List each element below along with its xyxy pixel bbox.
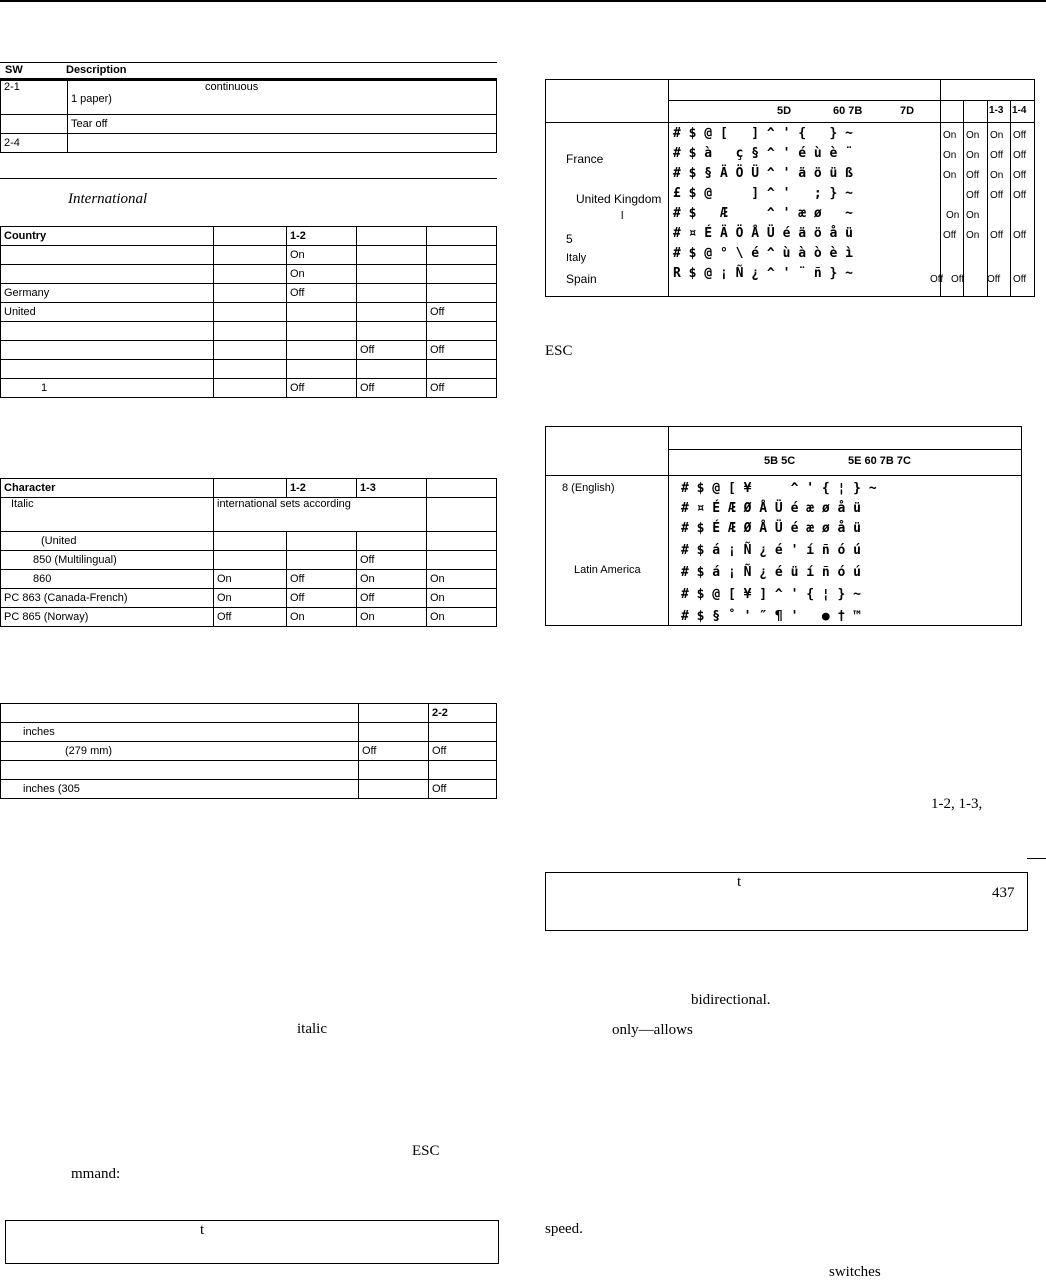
- intl-char-row: # $ @ ° \ é ^ ù à ò è ì: [673, 246, 854, 261]
- country-cell: Off: [427, 303, 497, 322]
- intl-switch-1-3: 1-3: [989, 105, 1004, 116]
- intl-country-italy: Italy: [566, 252, 587, 264]
- sw-table-body: [0, 80, 497, 153]
- sw-header: SW: [5, 64, 23, 76]
- country-col-header: [427, 227, 497, 246]
- page-cell: [359, 780, 429, 799]
- char-col-header: [214, 479, 287, 498]
- page-cell: Off: [359, 742, 429, 761]
- cs-code-5e-7c: 5E 60 7B 7C: [848, 455, 911, 467]
- country-cell: Off: [287, 284, 357, 303]
- page-length-table: [0, 703, 497, 799]
- country-cell: [1, 265, 214, 284]
- table-row: [1, 341, 497, 360]
- cs-label-latin-america: Latin America: [574, 564, 641, 576]
- italic-word: italic: [297, 1021, 327, 1037]
- international-heading: International: [68, 191, 148, 207]
- page-cell: Off: [429, 742, 497, 761]
- country-cell: [214, 379, 287, 398]
- country-cell: 1: [1, 379, 214, 398]
- table-row: [1, 246, 497, 265]
- country-col-header: 1-2: [287, 227, 357, 246]
- sw-cell: On: [966, 230, 980, 241]
- country-cell: [357, 265, 427, 284]
- char-cell: (United: [1, 532, 214, 551]
- country-cell: Off: [357, 341, 427, 360]
- country-cell: [357, 303, 427, 322]
- country-cell: [214, 284, 287, 303]
- page-col-header: [359, 704, 429, 723]
- sw-desc: [68, 134, 497, 153]
- table-row: [1, 589, 497, 608]
- country-cell: [357, 360, 427, 379]
- country-cell: [357, 322, 427, 341]
- code-box-left: [5, 1220, 499, 1264]
- country-cell: [357, 284, 427, 303]
- table-row: [1, 379, 497, 398]
- table-row: [1, 303, 497, 322]
- sw-cell: Off: [987, 274, 1001, 285]
- char-cell: [427, 551, 497, 570]
- country-cell: [287, 303, 357, 322]
- char-cell: PC 865 (Norway): [1, 608, 214, 627]
- table-row: [1, 360, 497, 379]
- country-cell: Off: [287, 379, 357, 398]
- country-cell: [1, 246, 214, 265]
- sw-desc-tear-off: Tear off: [68, 115, 497, 134]
- sw-cell: Off: [1013, 274, 1027, 285]
- intl-char-row: # $ Æ ^ ' æ ø ~: [673, 206, 854, 221]
- country-cell: On: [287, 265, 357, 284]
- char-cell: [357, 532, 427, 551]
- esc-label: ESC: [545, 343, 573, 359]
- char-cell: [287, 551, 357, 570]
- character-table: [0, 478, 497, 627]
- country-cell: [287, 360, 357, 379]
- char-cell: On: [214, 570, 287, 589]
- code-box-left-t: t: [200, 1222, 205, 1238]
- table-row: [1, 723, 497, 742]
- page-top-rule: [0, 0, 1046, 2]
- char-col-header: [427, 479, 497, 498]
- country-cell: [287, 322, 357, 341]
- country-cell: Off: [357, 379, 427, 398]
- char-cell: 850 (Multilingual): [1, 551, 214, 570]
- sw-cell: On: [943, 150, 957, 161]
- country-col-header: [357, 227, 427, 246]
- sw-cell: Off: [966, 190, 980, 201]
- char-cell: Italic: [1, 498, 214, 532]
- intl-code-60-7b: 60 7B: [833, 105, 863, 117]
- description-header: Description: [66, 64, 127, 76]
- country-cell: [427, 322, 497, 341]
- country-cell: [427, 265, 497, 284]
- table-row: [1, 532, 497, 551]
- intl-switch-1-4: 1-4: [1012, 105, 1027, 116]
- char-cell: [287, 532, 357, 551]
- cs-char-row: # $ É Æ Ø Å Ü é æ ø å ü: [681, 521, 862, 536]
- page-cell: [359, 761, 429, 780]
- char-cell: Off: [287, 570, 357, 589]
- intl-country-spain: Spain: [566, 272, 597, 286]
- char-cell: On: [427, 608, 497, 627]
- sw-cell: On: [966, 210, 980, 221]
- speed-word: speed.: [545, 1221, 583, 1237]
- char-cell: On: [427, 570, 497, 589]
- country-cell: [357, 246, 427, 265]
- char-cell: [214, 551, 287, 570]
- country-cell: Germany: [1, 284, 214, 303]
- intl-country-marker: l: [621, 210, 624, 222]
- country-cell: [1, 322, 214, 341]
- sw-desc-continuous: continuous: [205, 81, 259, 93]
- cs-char-row: # $ á ¡ Ñ ¿ é ' í ñ ó ú: [681, 543, 862, 558]
- cs-char-row: # $ § ˚ ' ″ ¶ ' ● † ™: [681, 609, 862, 624]
- sw-cell: Off: [990, 190, 1004, 201]
- sw-cell: Off: [1013, 130, 1027, 141]
- page-cell: [429, 723, 497, 742]
- sw-cell: On: [943, 130, 957, 141]
- intl-country-5: 5: [566, 232, 573, 246]
- country-cell: [1, 341, 214, 360]
- intl-char-row: # ¤ É Ä Ö Å Ü é ä ö å ü: [673, 226, 854, 241]
- sw-cell: On: [966, 150, 980, 161]
- sw-cell: On: [990, 170, 1004, 181]
- page-cell: (279 mm): [1, 742, 359, 761]
- sw-cell: Off: [990, 150, 1004, 161]
- intl-char-row: # $ @ [ ] ^ ' { } ~: [673, 126, 854, 141]
- cs-char-row: # ¤ É Æ Ø Å Ü é æ ø å ü: [681, 501, 862, 516]
- esc-word: ESC: [412, 1143, 440, 1159]
- sw-cell: Off: [1013, 230, 1027, 241]
- table-row: [1, 570, 497, 589]
- char-cell: On: [357, 608, 427, 627]
- char-cell: international sets according: [214, 498, 427, 532]
- sw-cell: On: [990, 130, 1004, 141]
- sw-desc-paper: 1 paper): [71, 93, 112, 105]
- table-row: [1, 284, 497, 303]
- char-cell: On: [427, 589, 497, 608]
- sw-cell: Off: [1013, 190, 1027, 201]
- country-cell: [214, 246, 287, 265]
- page-col-header: 2-2: [429, 704, 497, 723]
- intl-char-row: R $ @ ¡ Ñ ¿ ^ ' ¨ ñ } ~: [673, 266, 854, 281]
- table-row: [1, 498, 497, 532]
- intl-code-7d: 7D: [900, 105, 915, 117]
- page-cell: [429, 761, 497, 780]
- sw-cell: 2-4: [1, 134, 68, 153]
- country-cell: [214, 265, 287, 284]
- intl-char-row: # $ § Ä Ö Ü ^ ' ä ö ü ß: [673, 166, 854, 181]
- page-cell: Off: [429, 780, 497, 799]
- sw-cell: Off: [990, 230, 1004, 241]
- cs-label-english: 8 (English): [562, 482, 615, 494]
- intl-char-row: £ $ @ ] ^ ' ; } ~: [673, 186, 854, 201]
- code-box-right: [545, 872, 1028, 931]
- character-header: Character: [1, 479, 214, 498]
- table-row: [1, 265, 497, 284]
- cs-char-row: # $ @ [ ¥ ] ^ ' { ¦ } ~: [681, 587, 862, 602]
- country-cell: [427, 246, 497, 265]
- cs-code-5b-5c: 5B 5C: [764, 455, 796, 467]
- sw-cell: On: [943, 170, 957, 181]
- sw-cell: Off: [1013, 170, 1027, 181]
- country-cell: [214, 360, 287, 379]
- table-row: [1, 322, 497, 341]
- sw-cell: Off: [930, 274, 944, 285]
- cs-char-row: # $ á ¡ Ñ ¿ é ü í ñ ó ú: [681, 565, 862, 580]
- sw-cell: Off: [1013, 150, 1027, 161]
- country-cell: [214, 341, 287, 360]
- char-col-header: 1-3: [357, 479, 427, 498]
- country-table: [0, 226, 497, 398]
- intl-char-row: # $ à ç § ^ ' é ù è ¨: [673, 146, 854, 161]
- page-cell: inches (305: [1, 780, 359, 799]
- page-cell: inches: [1, 723, 359, 742]
- only-allows-word: only—allows: [612, 1022, 693, 1038]
- char-cell: PC 863 (Canada-French): [1, 589, 214, 608]
- sw-cell: Off: [943, 230, 957, 241]
- sw-cell: [1, 115, 68, 134]
- char-cell: [427, 532, 497, 551]
- intl-char-grid: [545, 79, 1035, 297]
- char-cell: [427, 498, 497, 532]
- country-cell: Off: [427, 379, 497, 398]
- table-row: [1, 761, 497, 780]
- switch-refs: 1-2, 1-3,: [931, 796, 983, 812]
- char-cell: Off: [214, 608, 287, 627]
- country-cell: United: [1, 303, 214, 322]
- table-row: [1, 551, 497, 570]
- table-row: [1, 780, 497, 799]
- char-cell: Off: [287, 589, 357, 608]
- char-cell: 860: [1, 570, 214, 589]
- table-row: [1, 742, 497, 761]
- sw-cell: 2-1: [1, 81, 68, 115]
- switches-word: switches: [829, 1264, 881, 1280]
- intl-country-uk: United Kingdom: [576, 192, 662, 206]
- code-box-right-437: 437: [992, 885, 1015, 901]
- country-cell: [287, 341, 357, 360]
- page-cell: [1, 761, 359, 780]
- sw-cell: Off: [966, 170, 980, 181]
- country-cell: On: [287, 246, 357, 265]
- char-col-header: 1-2: [287, 479, 357, 498]
- box-right-tick: [1027, 858, 1046, 859]
- intl-code-5d: 5D: [777, 105, 792, 117]
- sw-cell: On: [966, 130, 980, 141]
- country-cell: [214, 322, 287, 341]
- sw-cell: Off: [951, 274, 965, 285]
- country-cell: [1, 360, 214, 379]
- code-box-right-t: t: [737, 874, 742, 890]
- cs-char-row: # $ @ [ ¥ ^ ' { ¦ } ~: [681, 481, 877, 496]
- page-cell: [359, 723, 429, 742]
- char-cell: On: [357, 570, 427, 589]
- country-cell: [427, 284, 497, 303]
- char-cell: On: [287, 608, 357, 627]
- intl-country-france: France: [566, 152, 604, 166]
- table-row: [1, 608, 497, 627]
- bidirectional-word: bidirectional.: [691, 992, 771, 1008]
- country-header: Country: [1, 227, 214, 246]
- command-word: mmand:: [71, 1166, 121, 1182]
- char-cell: [214, 532, 287, 551]
- sw-cell: On: [946, 210, 960, 221]
- country-cell: [427, 360, 497, 379]
- country-cell: [214, 303, 287, 322]
- char-cell: Off: [357, 551, 427, 570]
- char-cell: On: [214, 589, 287, 608]
- page-col-header: [1, 704, 359, 723]
- char-cell: Off: [357, 589, 427, 608]
- charset-grid: [545, 426, 1022, 626]
- country-cell: Off: [427, 341, 497, 360]
- country-col-header: [214, 227, 287, 246]
